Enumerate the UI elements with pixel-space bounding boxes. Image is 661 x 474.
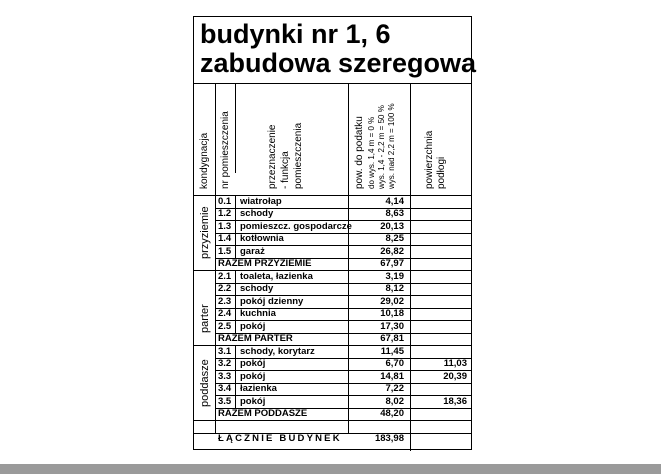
- room-name: schody: [240, 283, 274, 294]
- section-label-przyziemie: przyziemie: [199, 206, 211, 259]
- section-label-parter: parter: [199, 304, 211, 333]
- room-number: 3.5: [218, 396, 232, 407]
- room-number: 2.5: [218, 321, 232, 332]
- floor-area: 20,39: [443, 371, 467, 382]
- section-label-poddasze: poddasze: [199, 359, 211, 407]
- column-divider: [215, 83, 216, 433]
- total-budynek-label: ŁĄCZNIE BUDYNEK: [218, 433, 342, 444]
- title-line-1: budynki nr 1, 6: [200, 19, 391, 49]
- room-number: 0.1: [218, 196, 232, 207]
- total-przyziemie-label: RAZEM PRZYZIEMIE: [218, 258, 312, 269]
- title-line-2: zabudowa szeregowa: [200, 48, 477, 78]
- room-area: 10,18: [380, 308, 404, 319]
- room-number: 1.5: [218, 246, 232, 257]
- room-number: 3.1: [218, 346, 232, 357]
- floor-area: 11,03: [443, 358, 467, 369]
- header-przeznaczenie-line-2: - funkcja: [280, 151, 291, 189]
- room-area: 14,81: [380, 371, 404, 382]
- room-number: 1.3: [218, 221, 232, 232]
- room-area: 8,63: [385, 208, 404, 219]
- room-area: 11,45: [380, 346, 404, 357]
- room-name: pomieszcz. gospodarcze: [240, 221, 352, 232]
- room-area: 8,12: [385, 283, 404, 294]
- room-name: pokój: [240, 396, 266, 407]
- room-area: 3,19: [385, 271, 404, 282]
- room-area-table: [193, 16, 477, 450]
- header-powierzchnia-podlogi-line-2: podłogi: [436, 156, 447, 189]
- room-name: pokój: [240, 321, 266, 332]
- total-budynek-value: 183,98: [374, 433, 404, 444]
- header-pow-podatek-line-1: pow. do podatku: [354, 116, 365, 189]
- room-area: 4,14: [385, 196, 404, 207]
- header-przeznaczenie-line-1: przeznaczenie: [267, 124, 278, 189]
- room-area: 8,02: [385, 396, 404, 407]
- room-name: pokój dzienny: [240, 296, 304, 307]
- table-title: [200, 20, 476, 78]
- column-divider: [235, 270, 236, 333]
- column-divider: [410, 83, 411, 451]
- room-name: kotłownia: [240, 233, 284, 244]
- header-przeznaczenie-line-3: pomieszczenia: [293, 122, 304, 189]
- room-name: schody, korytarz: [240, 346, 315, 357]
- room-name: kuchnia: [240, 308, 276, 319]
- room-name: schody: [240, 208, 274, 219]
- total-parter-label: RAZEM PARTER: [218, 333, 293, 344]
- room-area: 20,13: [380, 221, 404, 232]
- room-area: 26,82: [380, 246, 404, 257]
- room-number: 2.2: [218, 283, 232, 294]
- room-number: 3.3: [218, 371, 232, 382]
- room-name: łazienka: [240, 383, 277, 394]
- room-name: garaż: [240, 246, 265, 257]
- section-divider: [194, 420, 471, 421]
- room-number: 2.4: [218, 308, 232, 319]
- header-powierzchnia-podlogi-line-1: powierzchnia: [424, 130, 435, 189]
- room-number: 2.1: [218, 271, 232, 282]
- room-number: 2.3: [218, 296, 232, 307]
- column-divider: [235, 83, 236, 173]
- room-area: 6,70: [385, 358, 404, 369]
- column-divider: [348, 83, 349, 433]
- room-number: 1.4: [218, 233, 232, 244]
- room-name: toaleta, łazienka: [240, 271, 313, 282]
- room-area: 7,22: [385, 383, 404, 394]
- room-area: 17,30: [380, 321, 404, 332]
- header-pow-podatek-line-2: do wys. 1,4 m = 0 %: [367, 116, 376, 189]
- room-number: 1.2: [218, 208, 232, 219]
- room-name: wiatrołap: [240, 196, 282, 207]
- room-name: pokój: [240, 371, 266, 382]
- column-divider: [235, 195, 236, 258]
- header-nr-pomieszczenia: nr pomieszczenia: [220, 111, 231, 189]
- room-number: 3.4: [218, 383, 232, 394]
- total-poddasze-value: 48,20: [380, 408, 404, 419]
- header-kondygnacja: kondygnacja: [199, 132, 210, 189]
- column-divider: [235, 345, 236, 408]
- room-area: 29,02: [380, 296, 404, 307]
- header-pow-podatek-line-3: wys. 1,4 - 2,2 m = 50 %: [377, 105, 386, 189]
- window-bottom-bar: [0, 464, 661, 474]
- room-number: 3.2: [218, 358, 232, 369]
- total-przyziemie-value: 67,97: [380, 258, 404, 269]
- header-pow-podatek-line-4: wys. nad 2,2 m = 100 %: [387, 103, 396, 189]
- total-parter-value: 67,81: [380, 333, 404, 344]
- room-name: pokój: [240, 358, 266, 369]
- room-area: 8,25: [385, 233, 404, 244]
- floor-area: 18,36: [443, 396, 467, 407]
- total-poddasze-label: RAZEM PODDASZE: [218, 408, 308, 419]
